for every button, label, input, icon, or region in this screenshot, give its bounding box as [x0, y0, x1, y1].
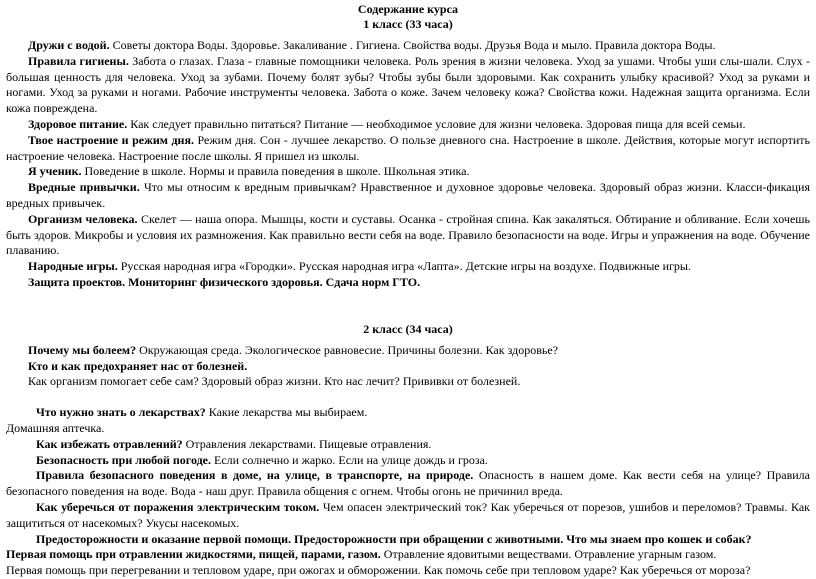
grade1-paragraph-nutrition: [6, 117, 810, 133]
grade2-header: 2 класс (34 часа): [363, 321, 453, 336]
section-text: Окружающая среда. Экологическое равновесие. Причины болезни. Как здоровье?: [136, 342, 558, 357]
grade1-paragraph-water: [6, 38, 810, 54]
grade2-paragraph-poisoning: [6, 437, 810, 453]
section-heading: Почему мы болеем?: [28, 342, 137, 357]
section-text: Русская народная игра «Городки». Русская народная игра «Лапта». Детские игры на воздухе. Подвижные игры.: [117, 259, 691, 274]
section-heading: Предосторожности и оказание первой помощи. Предосторожности при обращении с животными. Что мы знаем про кошек и собак?: [36, 531, 752, 546]
grade2-paragraph-medicine: [6, 405, 810, 421]
section-text: Чем опасен электрический ток? Как уберечься от порезов, ушибов и переломов? Травмы. Как защититься от насекомых? Укусы насекомых.: [6, 499, 810, 530]
grade1-paragraph-body: [6, 212, 810, 259]
grade1-paragraph-student: [6, 164, 810, 180]
grade2-paragraph-heat-aid: [6, 563, 810, 579]
course-title: Содержание курса: [357, 2, 459, 16]
section-text: Советы доктора Воды. Здоровье. Закаливание . Гигиена. Свойства воды. Друзья Вода и мыло. Правила доктора Воды.: [109, 38, 716, 52]
grade2-paragraph-protection: [6, 359, 810, 375]
section-heading: Здоровое питание.: [28, 116, 128, 131]
section-text: Скелет — наша опора. Мышцы, кости и суставы. Осанка - стройная спина. Как закаляться. Обтирание и обливание. Если хочешь быть здоров. Микробы и условия их размножения. Как правильно вести себя на воде. Правило безопасности на воде. Игры и упражнения на воде. Обучение плаванию.: [6, 211, 810, 258]
grade2-paragraph-electricity: [6, 500, 810, 532]
grade1-header: 1 класс (33 часа): [363, 17, 453, 31]
section-text: Домашняя аптечка.: [6, 420, 105, 435]
section-heading: Как избежать отравлений?: [36, 436, 183, 451]
section-heading: Вредные привычки.: [28, 180, 140, 195]
section-text: Что мы относим к вредным привычкам? Нравственное и духовное здоровье человека. Здоровый образ жизни. Класси-фикация вредных привычек.: [6, 180, 810, 210]
section-heading: Организм человека.: [28, 211, 138, 226]
section-heading: Безопасность при любой погоде.: [36, 452, 212, 467]
section-heading: Правила безопасного поведения в доме, на улице, в транспорте, на природе.: [36, 468, 474, 483]
section-text: Как организм помогает себе сам? Здоровый образ жизни. Кто нас лечит? Прививки от болезней.: [28, 374, 521, 389]
section-text: Режим дня. Сон - лучшее лекарство. О пользе дневного сна. Настроение в школе. Действия, которые могут испортить настроение человека. Настроение после школы. Я пришел из школы.: [6, 132, 811, 163]
grade2-paragraph-poison-aid: [6, 547, 810, 563]
section-text: Если солнечно и жарко. Если на улице дождь и гроза.: [211, 452, 488, 467]
grade2-paragraph-weather: [6, 453, 810, 469]
grade2-paragraph-illness: [6, 343, 810, 359]
section-heading: Твое настроение и режим дня.: [28, 132, 194, 147]
grade1-paragraph-hygiene: [6, 54, 810, 117]
section-text: Отравление ядовитыми веществами. Отравление угарным газом.: [380, 547, 717, 562]
section-heading: Кто и как предохраняет нас от болезней.: [28, 358, 248, 373]
section-text: Забота о глазах. Глаза - главные помощники человека. Роль зрения в жизни человека. Уход за ушами. Чтобы уши слы-шали. Слух - большая ценность для человека. Уход за зубами. Почему болят зубы? Чтобы зубы были здоровыми. Как сохранить улыбку красивой? Уход за руками и ногами. Уход за руками и ногами. Рабочие инструменты человека. Забота о коже. Зачем человеку кожа? Свойства кожи. Надежная защита организма. Если кожа повреждена.: [6, 53, 810, 116]
section-heading: Народные игры.: [28, 259, 118, 274]
section-heading: Дружи с водой.: [28, 38, 110, 52]
section-heading: Защита проектов. Мониторинг физического здоровья. Сдача норм ГТО.: [28, 274, 421, 289]
section-heading: Правила гигиены.: [28, 53, 129, 68]
section-text: Какие лекарства мы выбираем.: [205, 405, 368, 420]
grade1-paragraph-mood: [6, 133, 810, 165]
section-heading: Что нужно знать о лекарствах?: [36, 405, 206, 420]
grade2-paragraph-organism: [6, 374, 810, 390]
section-heading: Как уберечься от поражения электрическим током.: [36, 499, 320, 514]
section-heading: Первая помощь при отравлении жидкостями, пищей, парами, газом.: [6, 547, 381, 562]
section-text: Отравления лекарствами. Пищевые отравления.: [182, 436, 432, 451]
section-text: Первая помощь при перегревании и тепловом ударе, при ожогах и обморожении. Как помочь себе при тепловом ударе? Как уберечься от мороза?: [6, 563, 751, 578]
section-text: Как следует правильно питаться? Питание — необходимое условие для жизни человека. Здоровая пища для всей семьи.: [127, 116, 746, 131]
grade1-paragraph-habits: [6, 180, 810, 212]
grade1-paragraph-projects: [6, 275, 810, 291]
section-text: Опасность в нашем доме. Как вести себя на улице? Правила безопасного поведения на воде. Вода - наш друг. Правила общения с огнем. Чтобы огонь не причинил вреда.: [6, 468, 810, 499]
grade2-paragraph-animals: [6, 532, 810, 548]
section-text: Поведение в школе. Нормы и правила поведения в школе. Школьная этика.: [81, 164, 470, 179]
grade2-paragraph-safety-rules: [6, 468, 810, 500]
grade2-paragraph-first-aid-kit: [6, 421, 810, 437]
grade1-paragraph-games: [6, 259, 810, 275]
section-heading: Я ученик.: [28, 164, 82, 179]
